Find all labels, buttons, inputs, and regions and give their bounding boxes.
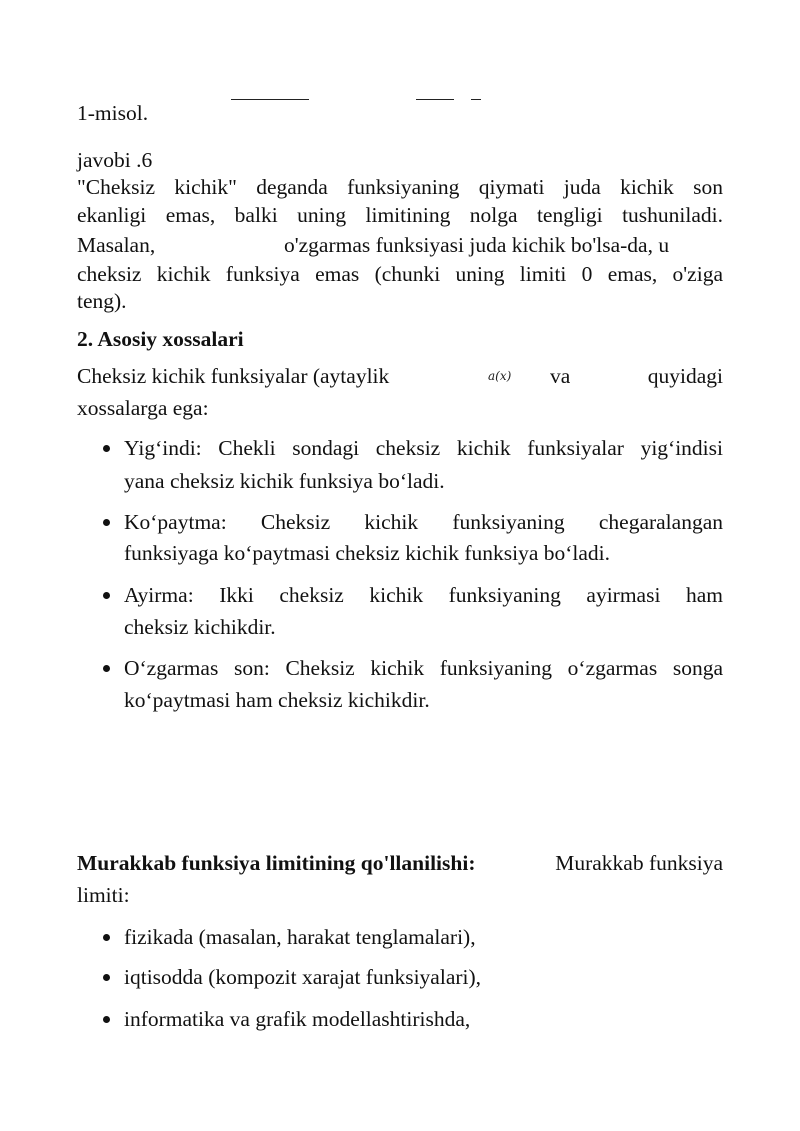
property-item-3-line-2: cheksiz kichikdir.: [124, 615, 276, 639]
application-text-start: Murakkab funksiya: [555, 851, 723, 875]
bullet-icon: [103, 934, 110, 941]
intro-line-4: cheksiz kichik funksiya emas (chunki uning limiti 0 emas, o'ziga: [77, 262, 723, 286]
application-item-1: fizikada (masalan, harakat tenglamalari),: [124, 925, 476, 949]
property-item-4-line-2: ko‘paytmasi ham cheksiz kichikdir.: [124, 688, 430, 712]
property-item-1-line-2: yana cheksiz kichik funksiya bo‘ladi.: [124, 469, 445, 493]
application-heading: Murakkab funksiya limitining qo'llanilishi:: [77, 851, 476, 875]
bullet-icon: [103, 974, 110, 981]
example-label: 1-misol.: [77, 101, 149, 125]
property-item-3-line-1: Ayirma: Ikki cheksiz kichik funksiyaning ayirmasi ham: [124, 583, 723, 607]
property-item-2-line-2: funksiyaga ko‘paytmasi cheksiz kichik funksiya bo‘ladi.: [124, 541, 611, 565]
intro-line-1: "Cheksiz kichik" deganda funksiyaning qiymati juda kichik son: [77, 175, 723, 199]
bullet-icon: [103, 592, 110, 599]
properties-intro-line-1: [77, 362, 723, 390]
property-item-4-line-1: O‘zgarmas son: Cheksiz kichik funksiyaning o‘zgarmas songa: [124, 656, 723, 680]
intro-line-3-end: o'zgarmas funksiyasi juda kichik bo'lsa-da, u: [284, 233, 670, 257]
application-line-2: limiti:: [77, 883, 130, 907]
formula-a-of-x: a(x): [488, 369, 512, 383]
property-item-1-line-1: Yig‘indi: Chekli sondagi cheksiz kichik funksiyalar yig‘indisi: [124, 436, 723, 460]
intro-line-5: teng).: [77, 289, 127, 313]
intro-line-3: [77, 231, 723, 259]
application-item-3: informatika va grafik modellashtirishda,: [124, 1007, 471, 1031]
application-line-1: [77, 849, 723, 877]
intro-line-2: ekanligi emas, balki uning limitining nolga tengligi tushuniladi.: [77, 203, 723, 227]
properties-intro-va: va: [550, 364, 571, 388]
properties-intro-end: quyidagi: [647, 364, 723, 388]
properties-intro-start: Cheksiz kichik funksiyalar (aytaylik: [77, 364, 390, 388]
bullet-icon: [103, 519, 110, 526]
bullet-icon: [103, 445, 110, 452]
answer-text: javobi .6: [77, 148, 153, 172]
application-item-2: iqtisodda (kompozit xarajat funksiyalari),: [124, 965, 482, 989]
bullet-icon: [103, 665, 110, 672]
properties-intro-line-2: xossalarga ega:: [77, 396, 209, 420]
property-item-2-line-1: Ko‘paytma: Cheksiz kichik funksiyaning chegaralangan: [124, 510, 723, 534]
properties-heading: 2. Asosiy xossalari: [77, 327, 244, 351]
intro-line-3-start: Masalan,: [77, 233, 156, 257]
bullet-icon: [103, 1016, 110, 1023]
